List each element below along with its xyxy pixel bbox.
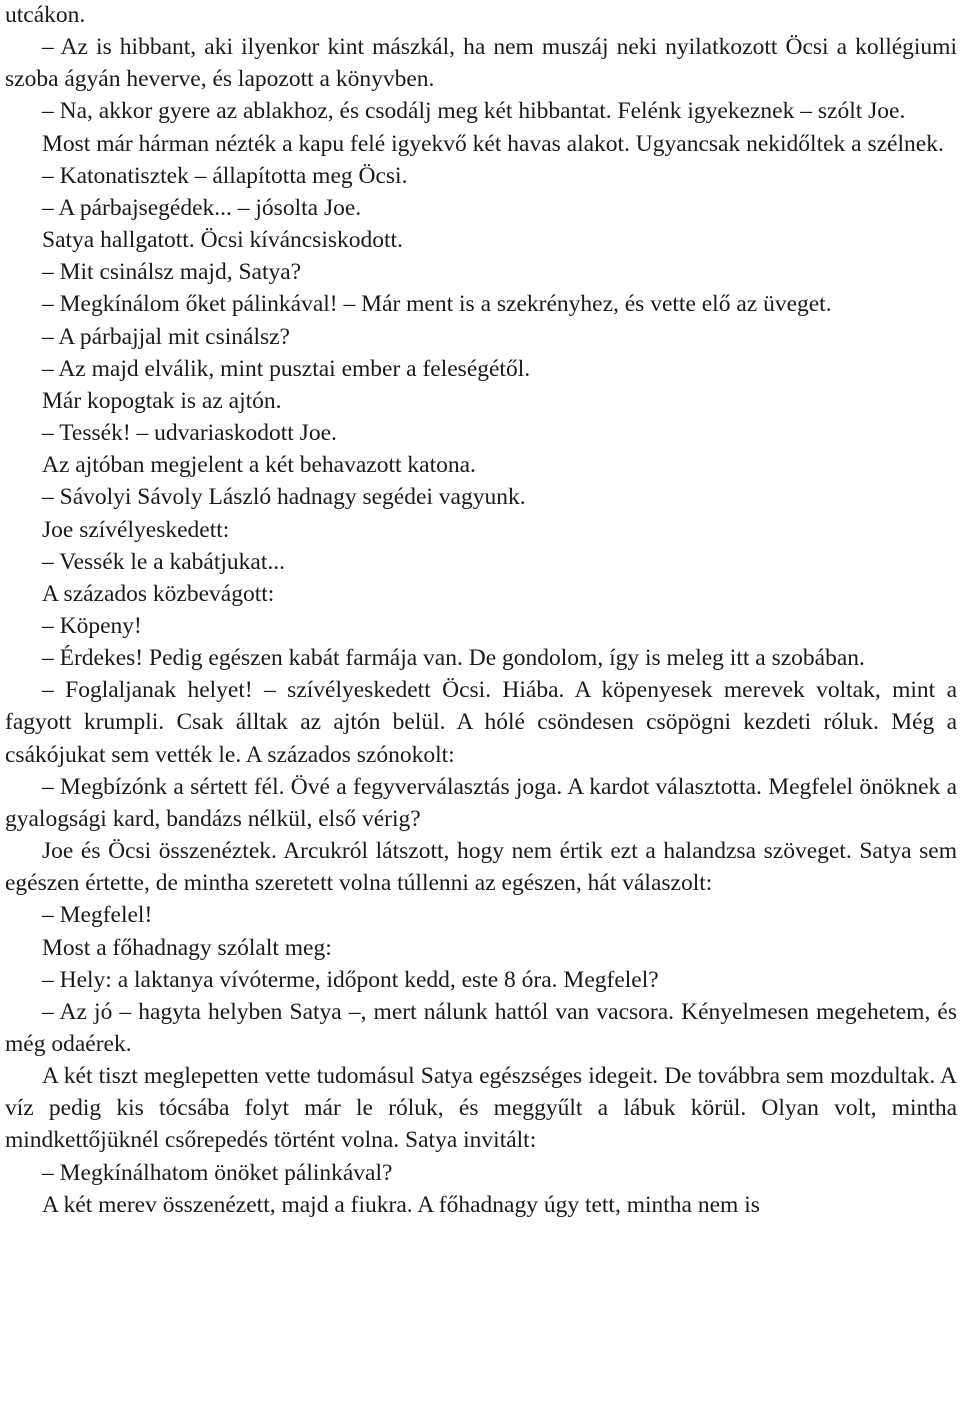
paragraph-30: A két merev összenézett, majd a fiukra. A főhadnagy úgy tett, mintha nem is bbox=[42, 1191, 760, 1218]
paragraph-5: – Katonatisztek – állapította meg Öcsi. bbox=[42, 162, 408, 189]
paragraph-28: A két tiszt meglepetten vette tudomásul Satya egészséges idegeit. De továbbra sem mozdultak. A víz pedig kis tócsába folyt már le róluk, és meggyűlt a lábuk körül. Olyan volt, mintha mindkettőjüknél csőrepedés történt volna. Satya invitált: bbox=[5, 1063, 957, 1154]
paragraph-6: – A párbajsegédek... – jósolta Joe. bbox=[42, 194, 362, 221]
paragraph-8: – Mit csinálsz majd, Satya? bbox=[42, 259, 302, 286]
paragraph-25: Most a főhadnagy szólalt meg: bbox=[42, 934, 332, 961]
paragraph-17: – Vessék le a kabátjukat... bbox=[42, 548, 285, 575]
paragraph-15: – Sávolyi Sávoly László hadnagy segédei vagyunk. bbox=[42, 484, 526, 511]
paragraph-14: Az ajtóban megjelent a két behavazott katona. bbox=[42, 452, 476, 479]
paragraph-19: – Köpeny! bbox=[42, 612, 142, 639]
paragraph-20: – Érdekes! Pedig egészen kabát farmája van. De gondolom, így is meleg itt a szobában. bbox=[42, 645, 865, 672]
paragraph-9: – Megkínálom őket pálinkával! – Már ment is a szekrényhez, és vette elő az üveget. bbox=[42, 291, 832, 318]
paragraph-10: – A párbajjal mit csinálsz? bbox=[42, 323, 290, 350]
paragraph-23: Joe és Öcsi összenéztek. Arcukról látszott, hogy nem értik ezt a halandzsa szöveget. Satya sem egészen értette, de mintha szeretett volna túllenni az egészen, hát válaszolt: bbox=[5, 838, 957, 897]
paragraph-18: A százados közbevágott: bbox=[42, 580, 275, 607]
paragraph-16: Joe szívélyeskedett: bbox=[42, 516, 230, 543]
document-page bbox=[5, 0, 957, 1221]
paragraph-2: – Az is hibbant, aki ilyenkor kint mászkál, ha nem muszáj neki nyilatkozott Öcsi a kollégiumi szoba ágyán heverve, és lapozott a könyvben. bbox=[5, 34, 957, 93]
paragraph-24: – Megfelel! bbox=[42, 902, 153, 929]
paragraph-1: utcákon. bbox=[5, 2, 86, 28]
paragraph-29: – Megkínálhatom önöket pálinkával? bbox=[42, 1159, 393, 1186]
paragraph-3: – Na, akkor gyere az ablakhoz, és csodálj meg két hibbantat. Felénk igyekeznek – szólt Joe. bbox=[42, 98, 906, 125]
paragraph-27: – Az jó – hagyta helyben Satya –, mert nálunk hattól van vacsora. Kényelmesen megehetem, és még odaérek. bbox=[5, 998, 957, 1057]
paragraph-7: Satya hallgatott. Öcsi kíváncsiskodott. bbox=[42, 227, 403, 254]
paragraph-13: – Tessék! – udvariaskodott Joe. bbox=[42, 420, 337, 447]
paragraph-4: Most már hárman nézték a kapu felé igyekvő két havas alakot. Ugyancsak nekidőltek a szélnek. bbox=[42, 130, 944, 157]
paragraph-26: – Hely: a laktanya vívóterme, időpont kedd, este 8 óra. Megfelel? bbox=[42, 966, 659, 993]
paragraph-22: – Megbízónk a sértett fél. Övé a fegyverválasztás joga. A kardot választotta. Megfelel önöknek a gyalogsági kard, bandázs nélkül, első vérig? bbox=[5, 773, 957, 832]
paragraph-21: – Foglaljanak helyet! – szívélyeskedett Öcsi. Hiába. A köpenyesek merevek voltak, mint a fagyott krumpli. Csak álltak az ajtón belül. A hólé csöndesen csöpögni kezdeti róluk. Még a csákójukat sem vették le. A százados szónokolt: bbox=[5, 677, 957, 768]
paragraph-11: – Az majd elválik, mint pusztai ember a feleségétől. bbox=[42, 355, 531, 382]
paragraph-12: Már kopogtak is az ajtón. bbox=[42, 387, 282, 414]
